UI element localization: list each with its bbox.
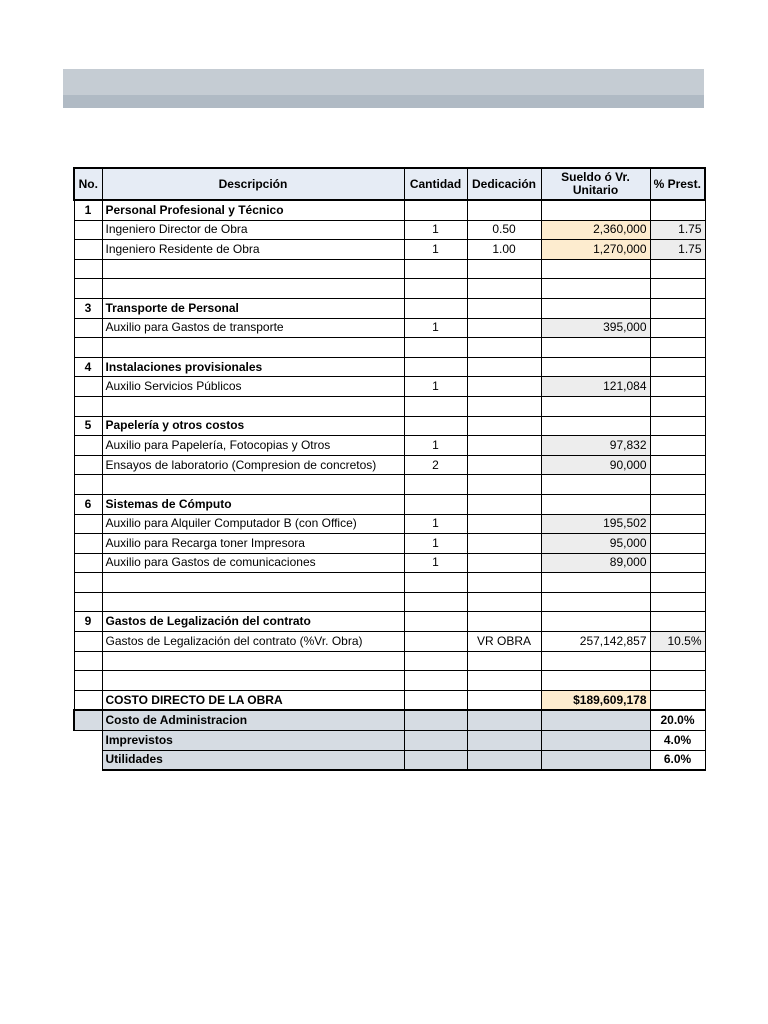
dedicacion-cell[interactable] bbox=[467, 357, 541, 377]
cantidad-cell[interactable] bbox=[404, 357, 467, 377]
item-row bbox=[74, 553, 705, 573]
blank-cell[interactable] bbox=[74, 475, 102, 495]
blank-cell[interactable] bbox=[541, 573, 650, 593]
item-prest[interactable]: 1.75 bbox=[650, 220, 705, 240]
admin-label[interactable]: Imprevistos bbox=[102, 731, 404, 751]
item-dedicacion[interactable] bbox=[467, 318, 541, 338]
blank-cell[interactable] bbox=[102, 475, 404, 495]
item-prest[interactable] bbox=[650, 377, 705, 397]
blank-cell[interactable] bbox=[404, 573, 467, 593]
item-description[interactable]: Ensayos de laboratorio (Compresion de concretos) bbox=[102, 455, 404, 475]
valor-cell[interactable] bbox=[541, 612, 650, 632]
item-prest[interactable]: 10.5% bbox=[650, 632, 705, 652]
item-valor[interactable]: 195,502 bbox=[541, 514, 650, 534]
item-dedicacion[interactable] bbox=[467, 377, 541, 397]
blank-row bbox=[74, 651, 705, 671]
total-dedicacion[interactable] bbox=[467, 690, 541, 710]
blank-cell[interactable] bbox=[467, 259, 541, 279]
blank-cell[interactable] bbox=[467, 651, 541, 671]
item-description[interactable]: Auxilio para Papelería, Fotocopias y Otros bbox=[102, 436, 404, 456]
total-label[interactable]: COSTO DIRECTO DE LA OBRA bbox=[102, 690, 404, 710]
item-description[interactable]: Auxilio para Gastos de comunicaciones bbox=[102, 553, 404, 573]
item-dedicacion[interactable] bbox=[467, 455, 541, 475]
item-dedicacion[interactable]: 1.00 bbox=[467, 240, 541, 260]
total-row bbox=[74, 690, 705, 710]
dedicacion-cell[interactable] bbox=[467, 200, 541, 220]
item-number[interactable] bbox=[74, 632, 102, 652]
admin-label[interactable]: Costo de Administracion bbox=[102, 710, 404, 730]
blank-row bbox=[74, 338, 705, 358]
dedicacion-cell[interactable] bbox=[467, 416, 541, 436]
blank-cell[interactable] bbox=[541, 338, 650, 358]
section-number[interactable]: 6 bbox=[74, 494, 102, 514]
admin-valor[interactable] bbox=[541, 731, 650, 751]
item-prest[interactable]: 1.75 bbox=[650, 240, 705, 260]
item-cantidad[interactable] bbox=[404, 632, 467, 652]
cantidad-cell[interactable] bbox=[404, 612, 467, 632]
blank-cell[interactable] bbox=[650, 592, 705, 612]
admin-percent[interactable]: 4.0% bbox=[650, 731, 705, 751]
admin-number[interactable] bbox=[74, 710, 102, 730]
item-description[interactable]: Gastos de Legalización del contrato (%Vr. Obra) bbox=[102, 632, 404, 652]
item-dedicacion[interactable] bbox=[467, 436, 541, 456]
item-number[interactable] bbox=[74, 455, 102, 475]
blank-cell[interactable] bbox=[404, 279, 467, 299]
item-description[interactable]: Auxilio para Gastos de transporte bbox=[102, 318, 404, 338]
item-description[interactable]: Ingeniero Director de Obra bbox=[102, 220, 404, 240]
header-descripcion: Descripción bbox=[102, 168, 404, 200]
item-number[interactable] bbox=[74, 220, 102, 240]
blank-cell[interactable] bbox=[404, 259, 467, 279]
item-dedicacion[interactable]: 0.50 bbox=[467, 220, 541, 240]
section-title[interactable]: Papelería y otros costos bbox=[102, 416, 404, 436]
section-row bbox=[74, 416, 705, 436]
valor-cell[interactable] bbox=[541, 298, 650, 318]
item-description[interactable]: Auxilio para Alquiler Computador B (con Office) bbox=[102, 514, 404, 534]
blank-cell[interactable] bbox=[102, 592, 404, 612]
item-dedicacion[interactable]: VR OBRA bbox=[467, 632, 541, 652]
blank-cell[interactable] bbox=[74, 396, 102, 416]
admin-row bbox=[74, 750, 705, 770]
item-number[interactable] bbox=[74, 534, 102, 554]
item-cantidad[interactable]: 1 bbox=[404, 514, 467, 534]
item-prest[interactable] bbox=[650, 436, 705, 456]
header-sueldo: Sueldo ó Vr. Unitario bbox=[541, 168, 650, 200]
item-valor[interactable]: 2,360,000 bbox=[541, 220, 650, 240]
blank-cell[interactable] bbox=[650, 279, 705, 299]
admin-dedicacion[interactable] bbox=[467, 731, 541, 751]
section-number[interactable]: 9 bbox=[74, 612, 102, 632]
blank-cell[interactable] bbox=[404, 651, 467, 671]
item-row bbox=[74, 240, 705, 260]
item-number[interactable] bbox=[74, 377, 102, 397]
blank-cell[interactable] bbox=[541, 475, 650, 495]
blank-cell[interactable] bbox=[102, 671, 404, 691]
blank-row bbox=[74, 396, 705, 416]
section-row bbox=[74, 200, 705, 220]
item-cantidad[interactable]: 1 bbox=[404, 240, 467, 260]
blank-cell[interactable] bbox=[467, 396, 541, 416]
total-prest[interactable] bbox=[650, 690, 705, 710]
header-no: No. bbox=[74, 168, 102, 200]
admin-number[interactable] bbox=[74, 750, 102, 770]
blank-cell[interactable] bbox=[404, 338, 467, 358]
item-valor[interactable]: 90,000 bbox=[541, 455, 650, 475]
item-cantidad[interactable]: 2 bbox=[404, 455, 467, 475]
item-valor[interactable]: 1,270,000 bbox=[541, 240, 650, 260]
section-title[interactable]: Gastos de Legalización del contrato bbox=[102, 612, 404, 632]
blank-cell[interactable] bbox=[404, 592, 467, 612]
section-number[interactable]: 5 bbox=[74, 416, 102, 436]
item-valor[interactable]: 97,832 bbox=[541, 436, 650, 456]
blank-cell[interactable] bbox=[467, 592, 541, 612]
item-number[interactable] bbox=[74, 240, 102, 260]
blank-row bbox=[74, 475, 705, 495]
section-title[interactable]: Instalaciones provisionales bbox=[102, 357, 404, 377]
header-banner bbox=[63, 69, 704, 95]
blank-cell[interactable] bbox=[650, 396, 705, 416]
blank-cell[interactable] bbox=[404, 671, 467, 691]
admin-number[interactable] bbox=[74, 731, 102, 751]
blank-cell[interactable] bbox=[74, 651, 102, 671]
blank-cell[interactable] bbox=[404, 396, 467, 416]
blank-cell[interactable] bbox=[74, 259, 102, 279]
item-prest[interactable] bbox=[650, 534, 705, 554]
item-cantidad[interactable]: 1 bbox=[404, 220, 467, 240]
blank-cell[interactable] bbox=[541, 592, 650, 612]
blank-cell[interactable] bbox=[650, 671, 705, 691]
section-title[interactable]: Personal Profesional y Técnico bbox=[102, 200, 404, 220]
item-row bbox=[74, 632, 705, 652]
blank-cell[interactable] bbox=[541, 671, 650, 691]
blank-cell[interactable] bbox=[102, 573, 404, 593]
blank-cell[interactable] bbox=[102, 279, 404, 299]
valor-cell[interactable] bbox=[541, 494, 650, 514]
total-cantidad[interactable] bbox=[404, 690, 467, 710]
blank-cell[interactable] bbox=[650, 573, 705, 593]
blank-cell[interactable] bbox=[467, 338, 541, 358]
item-cantidad[interactable]: 1 bbox=[404, 553, 467, 573]
header-banner-stripe bbox=[63, 95, 704, 108]
blank-cell[interactable] bbox=[102, 338, 404, 358]
item-number[interactable] bbox=[74, 436, 102, 456]
item-dedicacion[interactable] bbox=[467, 534, 541, 554]
header-cantidad: Cantidad bbox=[404, 168, 467, 200]
item-row bbox=[74, 220, 705, 240]
cantidad-cell[interactable] bbox=[404, 494, 467, 514]
total-number[interactable] bbox=[74, 690, 102, 710]
admin-cantidad[interactable] bbox=[404, 750, 467, 770]
blank-cell[interactable] bbox=[650, 651, 705, 671]
blank-cell[interactable] bbox=[74, 338, 102, 358]
item-row bbox=[74, 436, 705, 456]
blank-cell[interactable] bbox=[74, 573, 102, 593]
cantidad-cell[interactable] bbox=[404, 200, 467, 220]
cantidad-cell[interactable] bbox=[404, 298, 467, 318]
item-prest[interactable] bbox=[650, 514, 705, 534]
item-dedicacion[interactable] bbox=[467, 553, 541, 573]
item-row bbox=[74, 514, 705, 534]
item-description[interactable]: Ingeniero Residente de Obra bbox=[102, 240, 404, 260]
blank-row bbox=[74, 671, 705, 691]
admin-dedicacion[interactable] bbox=[467, 750, 541, 770]
item-dedicacion[interactable] bbox=[467, 514, 541, 534]
item-prest[interactable] bbox=[650, 553, 705, 573]
blank-row bbox=[74, 279, 705, 299]
blank-row bbox=[74, 573, 705, 593]
item-prest[interactable] bbox=[650, 455, 705, 475]
blank-cell[interactable] bbox=[467, 671, 541, 691]
prest-cell[interactable] bbox=[650, 416, 705, 436]
section-row bbox=[74, 357, 705, 377]
valor-cell[interactable] bbox=[541, 357, 650, 377]
budget-table bbox=[73, 167, 706, 771]
item-cantidad[interactable]: 1 bbox=[404, 436, 467, 456]
section-number[interactable]: 1 bbox=[74, 200, 102, 220]
item-number[interactable] bbox=[74, 553, 102, 573]
dedicacion-cell[interactable] bbox=[467, 494, 541, 514]
section-title[interactable]: Transporte de Personal bbox=[102, 298, 404, 318]
section-row bbox=[74, 612, 705, 632]
item-description[interactable]: Auxilio Servicios Públicos bbox=[102, 377, 404, 397]
valor-cell[interactable] bbox=[541, 416, 650, 436]
admin-dedicacion[interactable] bbox=[467, 710, 541, 730]
valor-cell[interactable] bbox=[541, 200, 650, 220]
dedicacion-cell[interactable] bbox=[467, 298, 541, 318]
item-valor[interactable]: 89,000 bbox=[541, 553, 650, 573]
item-valor[interactable]: 395,000 bbox=[541, 318, 650, 338]
blank-cell[interactable] bbox=[102, 396, 404, 416]
blank-cell[interactable] bbox=[467, 475, 541, 495]
blank-cell[interactable] bbox=[650, 259, 705, 279]
blank-cell[interactable] bbox=[74, 592, 102, 612]
admin-row bbox=[74, 731, 705, 751]
admin-valor[interactable] bbox=[541, 710, 650, 730]
admin-cantidad[interactable] bbox=[404, 710, 467, 730]
blank-cell[interactable] bbox=[74, 279, 102, 299]
prest-cell[interactable] bbox=[650, 298, 705, 318]
item-valor[interactable]: 121,084 bbox=[541, 377, 650, 397]
item-row bbox=[74, 455, 705, 475]
section-title[interactable]: Sistemas de Cómputo bbox=[102, 494, 404, 514]
blank-cell[interactable] bbox=[404, 475, 467, 495]
admin-label[interactable]: Utilidades bbox=[102, 750, 404, 770]
section-number[interactable]: 4 bbox=[74, 357, 102, 377]
header-dedicacion: Dedicación bbox=[467, 168, 541, 200]
prest-cell[interactable] bbox=[650, 200, 705, 220]
blank-cell[interactable] bbox=[467, 279, 541, 299]
blank-row bbox=[74, 592, 705, 612]
table-header-row bbox=[74, 168, 705, 200]
prest-cell[interactable] bbox=[650, 357, 705, 377]
item-cantidad[interactable]: 1 bbox=[404, 377, 467, 397]
admin-cantidad[interactable] bbox=[404, 731, 467, 751]
item-prest[interactable] bbox=[650, 318, 705, 338]
blank-cell[interactable] bbox=[541, 259, 650, 279]
cantidad-cell[interactable] bbox=[404, 416, 467, 436]
total-value[interactable]: $189,609,178 bbox=[541, 690, 650, 710]
item-row bbox=[74, 318, 705, 338]
blank-cell[interactable] bbox=[541, 279, 650, 299]
item-valor[interactable]: 95,000 bbox=[541, 534, 650, 554]
item-row bbox=[74, 377, 705, 397]
item-valor[interactable]: 257,142,857 bbox=[541, 632, 650, 652]
admin-row bbox=[74, 710, 705, 730]
section-row bbox=[74, 298, 705, 318]
prest-cell[interactable] bbox=[650, 494, 705, 514]
item-row bbox=[74, 534, 705, 554]
section-row bbox=[74, 494, 705, 514]
blank-cell[interactable] bbox=[467, 573, 541, 593]
blank-cell[interactable] bbox=[102, 259, 404, 279]
item-cantidad[interactable]: 1 bbox=[404, 318, 467, 338]
blank-cell[interactable] bbox=[650, 338, 705, 358]
admin-valor[interactable] bbox=[541, 750, 650, 770]
blank-row bbox=[74, 259, 705, 279]
admin-percent[interactable]: 20.0% bbox=[650, 710, 705, 730]
blank-cell[interactable] bbox=[102, 651, 404, 671]
header-prest: % Prest. bbox=[650, 168, 705, 200]
blank-cell[interactable] bbox=[74, 671, 102, 691]
blank-cell[interactable] bbox=[541, 396, 650, 416]
blank-cell[interactable] bbox=[541, 651, 650, 671]
prest-cell[interactable] bbox=[650, 612, 705, 632]
item-description[interactable]: Auxilio para Recarga toner Impresora bbox=[102, 534, 404, 554]
blank-cell[interactable] bbox=[650, 475, 705, 495]
item-number[interactable] bbox=[74, 318, 102, 338]
item-cantidad[interactable]: 1 bbox=[404, 534, 467, 554]
admin-percent[interactable]: 6.0% bbox=[650, 750, 705, 770]
dedicacion-cell[interactable] bbox=[467, 612, 541, 632]
item-number[interactable] bbox=[74, 514, 102, 534]
section-number[interactable]: 3 bbox=[74, 298, 102, 318]
